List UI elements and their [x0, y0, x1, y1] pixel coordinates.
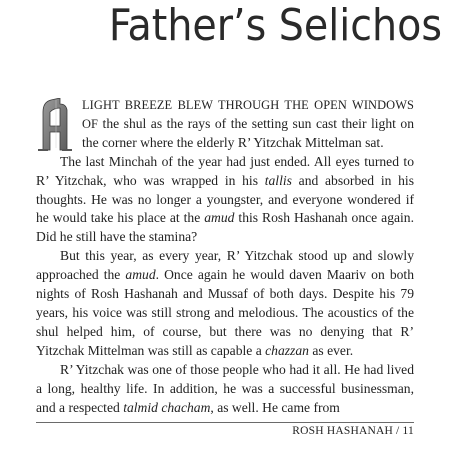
paragraph-1-text: the shul as the rays of the setting sun cast their light on the corner where the elderly R’ Yitzchak Mittelman sat. — [82, 115, 414, 150]
lead-in-text: LIGHT BREEZE BLEW THROUGH THE OPEN WINDOWS OF — [82, 98, 414, 131]
paragraph-2-text-c: this Rosh Hashanah once again. Did he still have the stamina? — [36, 210, 415, 245]
term-talmid-chacham: talmid chacham — [123, 399, 211, 415]
term-tallis: tallis — [264, 172, 292, 188]
chapter-title: Father’s Selichos — [108, 0, 442, 51]
paragraph-4-text-b: , as well. He came from — [210, 399, 340, 415]
paragraph-1 — [36, 96, 414, 153]
term-chazzan: chazzan — [265, 342, 309, 358]
paragraph-2 — [36, 153, 414, 248]
term-amud: amud — [204, 210, 235, 226]
term-amud: amud — [125, 267, 156, 283]
paragraph-2-text-b: and absorbed in his thoughts. He was no longer a youngster, and everyone wondered if he would take his place at the — [36, 172, 414, 226]
paragraph-4-text-a: R’ Yitzchak was one of those people who had it all. He had lived a long, healthy life. In addition, he was a successful businessman, and a respected — [36, 361, 414, 415]
paragraph-2-text-a: The last Minchah of the year had just ended. All eyes turned to R’ Yitzchak, who was wrapped in his — [36, 153, 414, 188]
footer-rule — [36, 422, 414, 423]
paragraph-3-text-a: But this year, as every year, R’ Yitzchak stood up and slowly approached the — [36, 248, 414, 283]
paragraph-3-text-c: as ever. — [308, 342, 354, 358]
running-footer: ROSH HASHANAH / 11 — [292, 425, 414, 437]
drop-cap — [36, 98, 74, 152]
paragraph-3-text-b: . Once again he would daven Maariv on both nights of Rosh Hashanah and Mussaf of both days. Despite his 79 years, his voice was still strong and melodious. The acoustics of the shul helped him, of course, but there was no denying that R’ Yitzchak Mittelman was still as capable a — [36, 267, 414, 358]
body-text — [36, 96, 414, 417]
paragraph-4 — [36, 361, 414, 418]
paragraph-3 — [36, 247, 414, 360]
drop-cap-letter — [36, 98, 74, 152]
